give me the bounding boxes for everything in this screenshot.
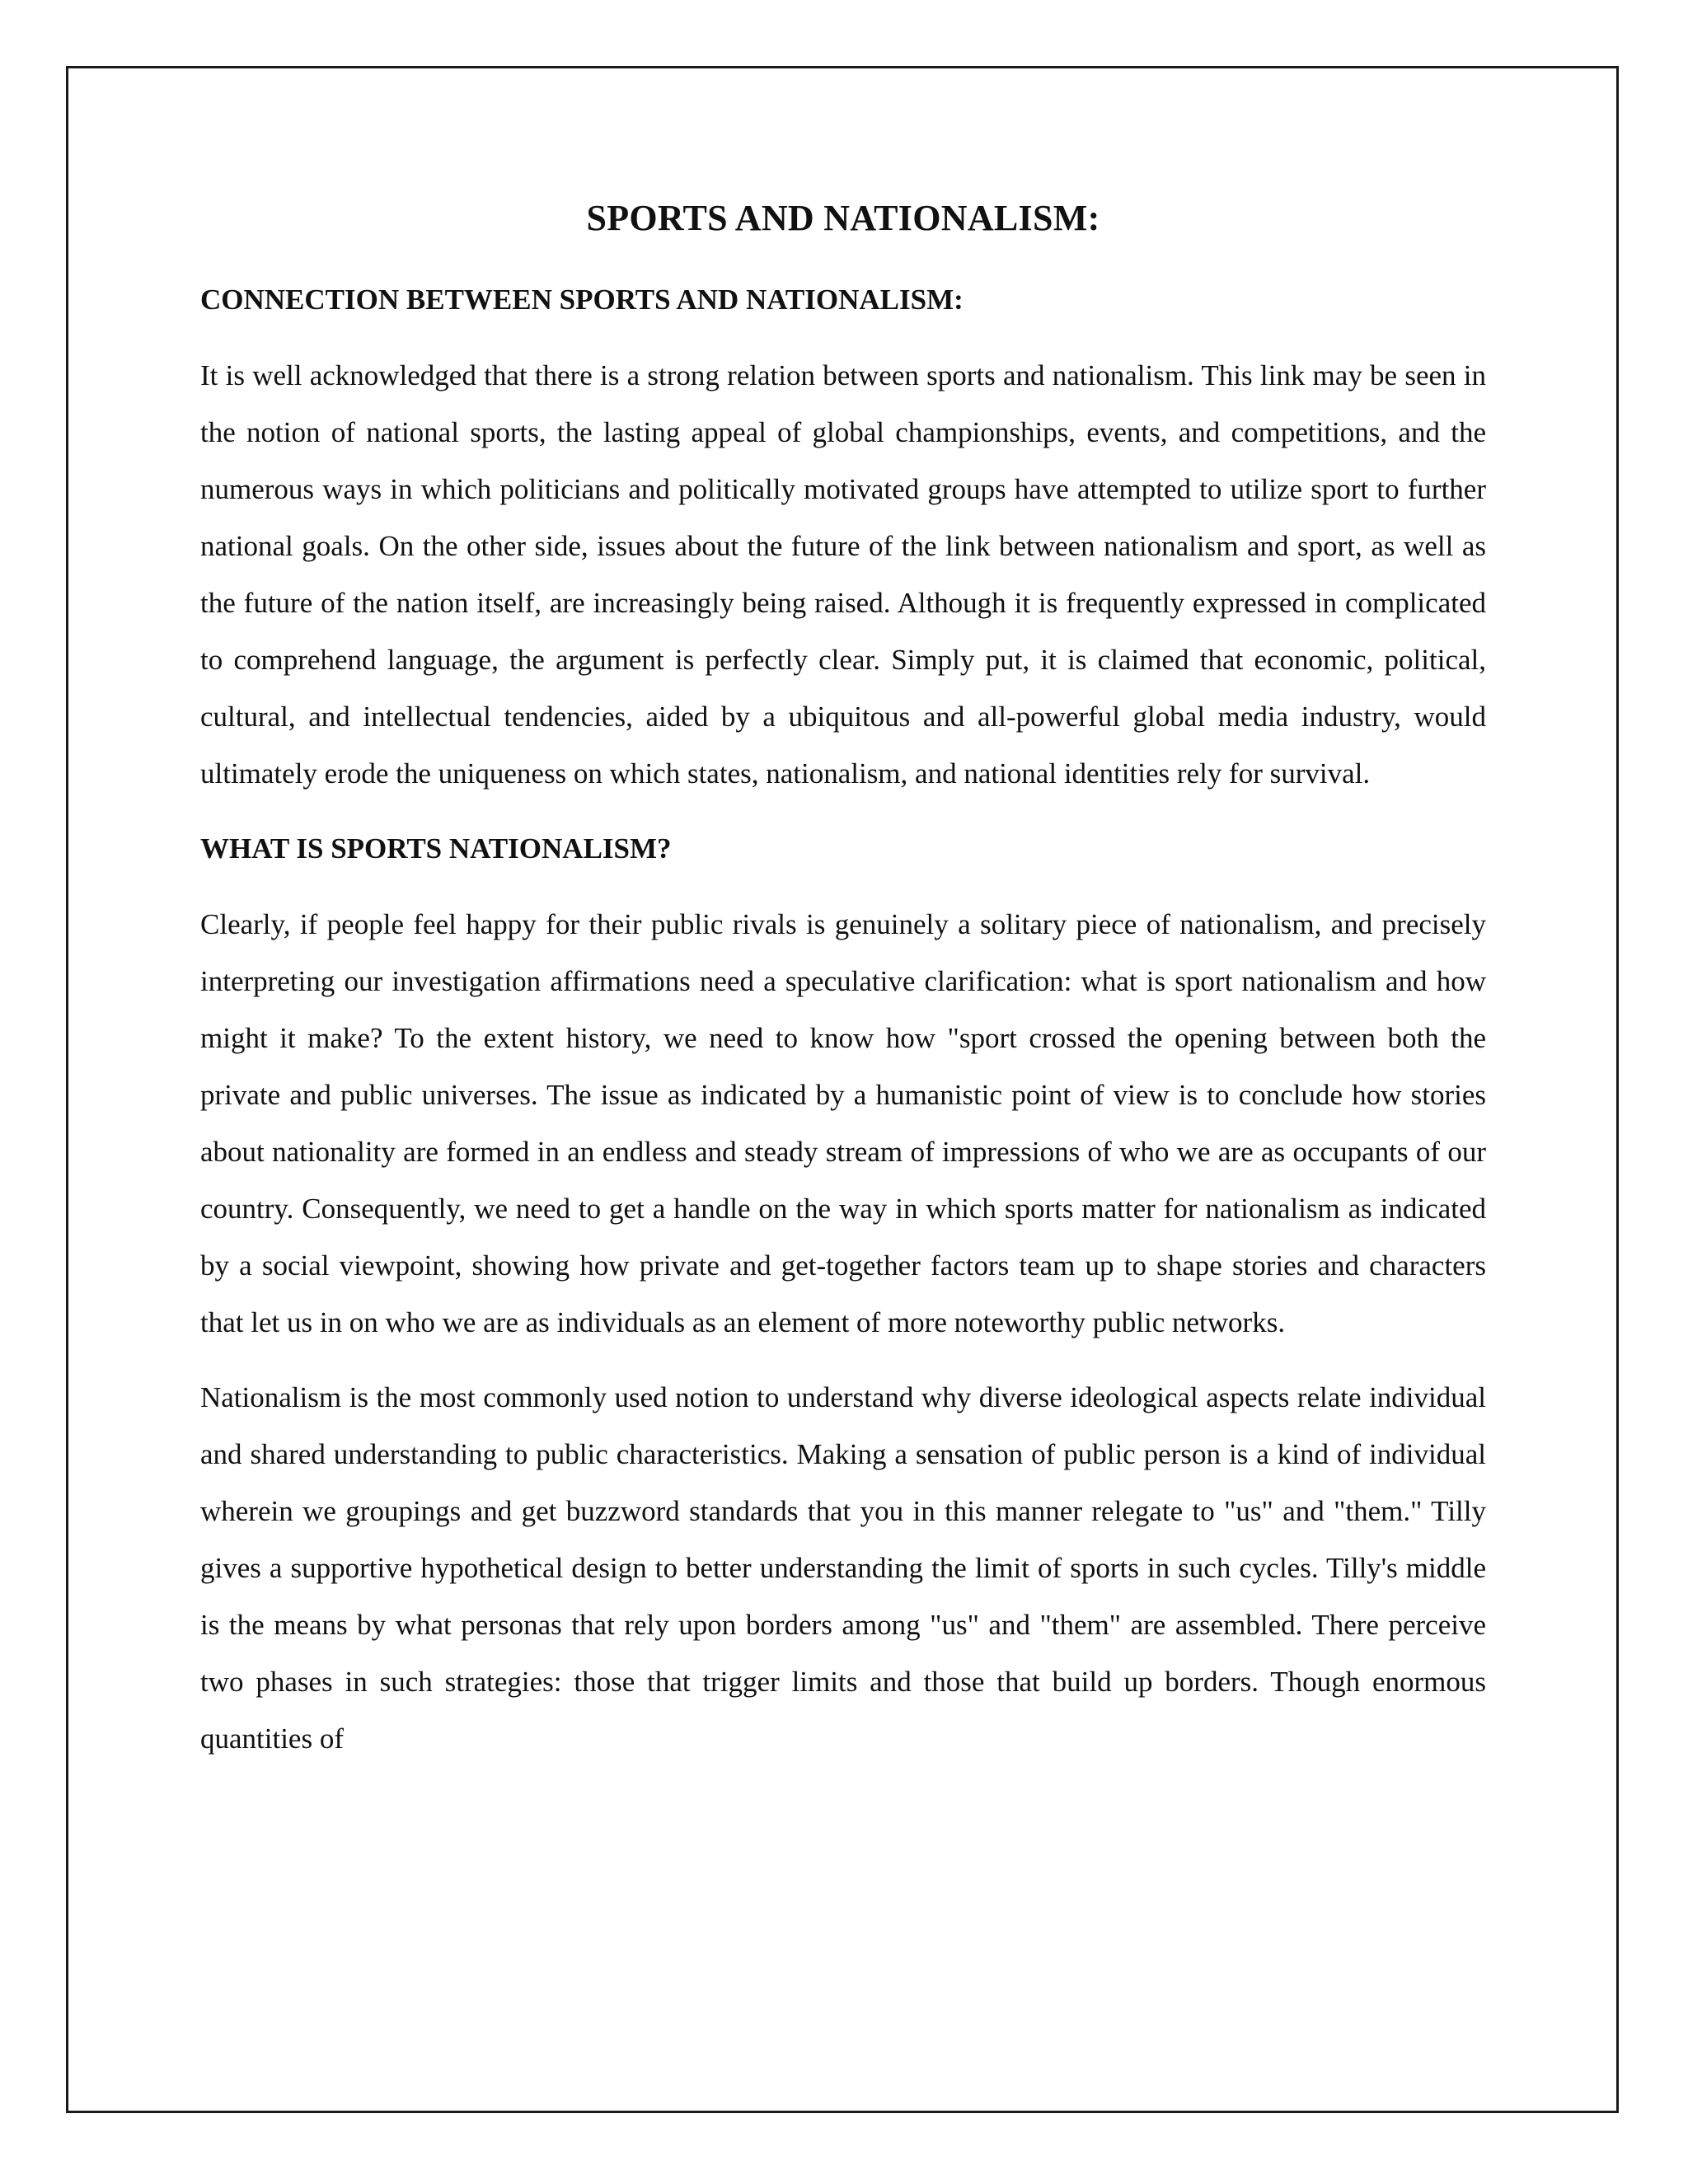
- section-heading-what-is: WHAT IS SPORTS NATIONALISM?: [200, 832, 672, 865]
- paragraph-what-is-1: Clearly, if people feel happy for their public rivals is genuinely a solitary piece of nationalism, and precisely interpreting our investigation affirmations need a speculative clarification: what is sport nationalism and how might it make? To the extent history, we need to know how "sport crossed the opening between both the private and public universes. The issue as indicated by a humanistic point of view is to conclude how stories about nationality are formed in an endless and steady stream of impressions of who we are as occupants of our country. Consequently, we need to get a handle on the way in which sports matter for nationalism as indicated by a social viewpoint, showing how private and get-together factors team up to shape stories and characters that let us in on who we are as individuals as an element of more noteworthy public networks.: [200, 908, 1486, 1338]
- document-body: [200, 185, 1486, 1767]
- section-heading-connection: CONNECTION BETWEEN SPORTS AND NATIONALISM:: [200, 284, 964, 316]
- paragraph-what-is-2: Nationalism is the most commonly used notion to understand why diverse ideological aspects relate individual and shared understanding to public characteristics. Making a sensation of public person is a kind of individual wherein we groupings and get buzzword standards that you in this manner relegate to "us" and "them." Tilly gives a supportive hypothetical design to better understanding the limit of sports in such cycles. Tilly's middle is the means by what personas that rely upon borders among "us" and "them" are assembled. There perceive two phases in such strategies: those that trigger limits and those that build up borders. Though enormous quantities of: [200, 1381, 1486, 1755]
- paragraph-connection: It is well acknowledged that there is a strong relation between sports and nationalism. This link may be seen in the notion of national sports, the lasting appeal of global championships, events, and competitions, and the numerous ways in which politicians and politically motivated groups have attempted to utilize sport to further national goals. On the other side, issues about the future of the link between nationalism and sport, as well as the future of the nation itself, are increasingly being raised. Although it is frequently expressed in complicated to comprehend language, the argument is perfectly clear. Simply put, it is claimed that economic, political, cultural, and intellectual tendencies, aided by a ubiquitous and all-powerful global media industry, would ultimately erode the uniqueness on which states, nationalism, and national identities rely for survival.: [200, 359, 1486, 790]
- document-title: SPORTS AND NATIONALISM:: [586, 198, 1100, 238]
